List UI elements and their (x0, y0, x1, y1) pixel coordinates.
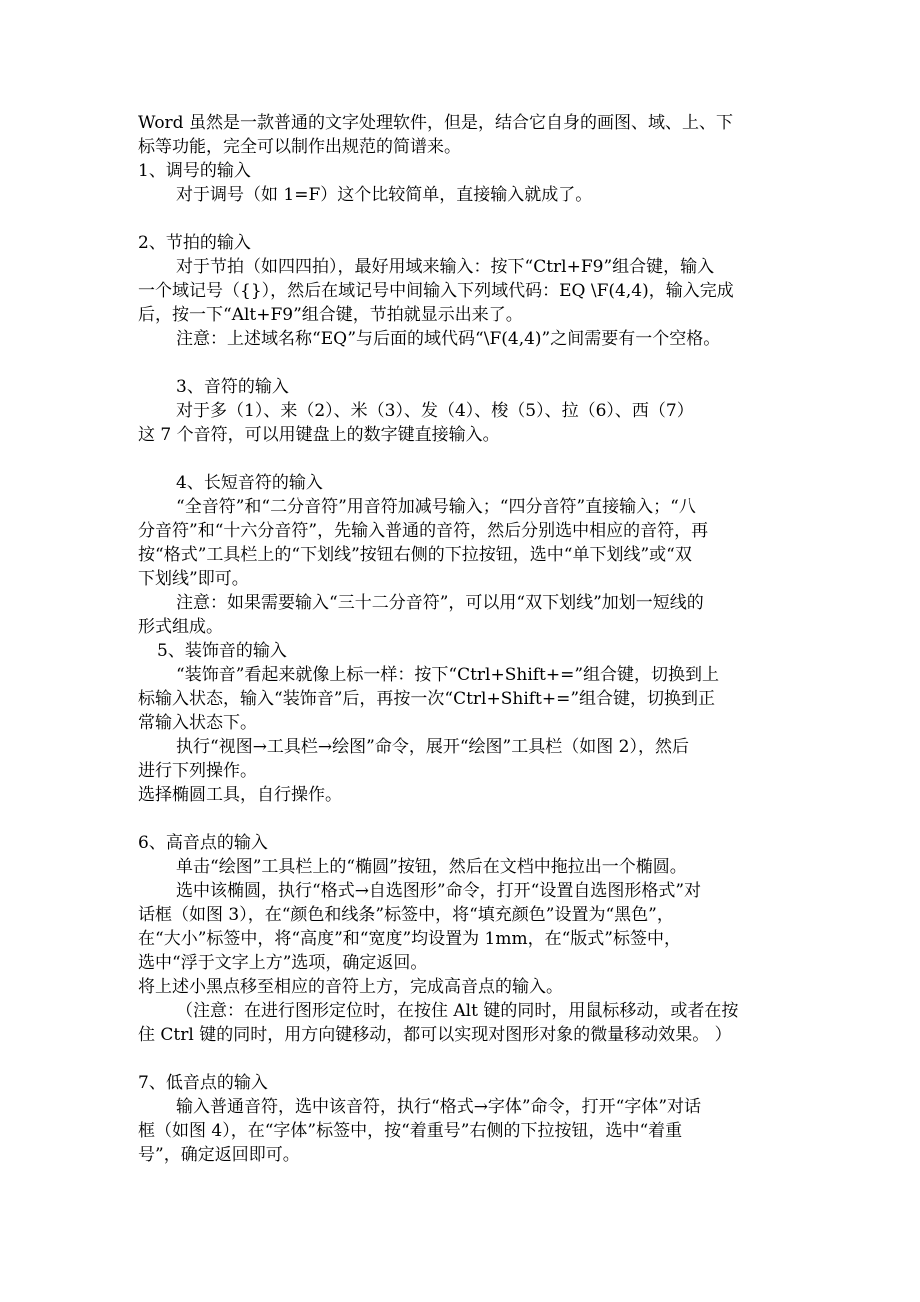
section-2-line-2: 一个域记号（{}），然后在域记号中间输入下列域代码：EQ \F(4,4)，输入完成 (138, 281, 734, 301)
section-5-line-4: 执行“视图→工具栏→绘图”命令，展开“绘图”工具栏（如图 2），然后 (176, 737, 689, 757)
section-5-line-2: 标输入状态，输入“装饰音”后，再按一次“Ctrl+Shift+=”组合键，切换到正 (138, 689, 716, 709)
section-5-line-3: 常输入状态下。 (138, 713, 257, 733)
section-1-heading: 1、调号的输入 (138, 161, 251, 181)
section-2-heading: 2、节拍的输入 (138, 233, 251, 253)
section-3-line-1: 对于多（1）、来（2）、米（3）、发（4）、梭（5）、拉（6）、西（7） (176, 401, 694, 421)
section-2-line-3: 后，按一下“Alt+F9”组合键，节拍就显示出来了。 (138, 305, 523, 325)
section-1-line-1: 对于调号（如 1=F）这个比较简单，直接输入就成了。 (176, 185, 593, 205)
section-4-line-4: 下划线”即可。 (138, 569, 249, 589)
section-4-line-1: “全音符”和“二分音符”用音符加减号输入；“四分音符”直接输入；“八 (176, 497, 696, 517)
section-6-note-2: 住 Ctrl 键的同时，用方向键移动，都可以实现对图形对象的微量移动效果。 ） (138, 1025, 732, 1045)
section-6-line-3: 话框（如图 3），在“颜色和线条”标签中，将“填充颜色”设置为“黑色”， (138, 905, 674, 925)
section-7-line-3: 号”，确定返回即可。 (138, 1145, 300, 1165)
intro-line-1: Word 虽然是一款普通的文字处理软件，但是，结合它自身的画图、域、上、下 (138, 113, 733, 133)
section-7-line-2: 框（如图 4），在“字体”标签中，按“着重号”右侧的下拉按钮，选中“着重 (138, 1121, 683, 1141)
section-2-line-1: 对于节拍（如四四拍），最好用域来输入：按下“Ctrl+F9”组合键，输入 (176, 257, 715, 277)
section-6-heading: 6、高音点的输入 (138, 833, 268, 853)
section-3-heading: 3、音符的输入 (176, 377, 289, 397)
section-3-line-2: 这 7 个音符，可以用键盘上的数字键直接输入。 (138, 425, 500, 445)
section-7-line-1: 输入普通音符，选中该音符，执行“格式→字体”命令，打开“字体”对话 (176, 1097, 702, 1117)
section-4-note-2: 形式组成。 (138, 617, 223, 637)
section-6-line-6: 将上述小黑点移至相应的音符上方，完成高音点的输入。 (138, 977, 563, 997)
section-2-note: 注意：上述域名称“EQ”与后面的域代码“\F(4,4)”之间需要有一个空格。 (176, 329, 721, 349)
section-4-line-2: 分音符”和“十六分音符”，先输入普通的音符，然后分别选中相应的音符，再 (138, 521, 709, 541)
section-5-line-6: 选择椭圆工具，自行操作。 (138, 785, 342, 805)
section-6-note-1: （注意：在进行图形定位时，在按住 Alt 键的同时，用鼠标移动，或者在按 (176, 1001, 739, 1021)
section-5-line-1: “装饰音”看起来就像上标一样：按下“Ctrl+Shift+=”组合键，切换到上 (176, 665, 720, 685)
section-4-note-1: 注意：如果需要输入“三十二分音符”，可以用“双下划线”加划一短线的 (176, 593, 704, 613)
section-7-heading: 7、低音点的输入 (138, 1073, 268, 1093)
section-6-line-1: 单击“绘图”工具栏上的“椭圆”按钮，然后在文档中拖拉出一个椭圆。 (176, 857, 687, 877)
section-6-line-5: 选中“浮于文字上方”选项，确定返回。 (138, 953, 428, 973)
intro-line-2: 标等功能，完全可以制作出规范的简谱来。 (138, 137, 461, 157)
section-6-line-2: 选中该椭圆，执行“格式→自选图形”命令，打开“设置自选图形格式”对 (176, 881, 702, 901)
section-5-line-5: 进行下列操作。 (138, 761, 257, 781)
section-4-heading: 4、长短音符的输入 (176, 473, 323, 493)
section-4-line-3: 按“格式”工具栏上的“下划线”按钮右侧的下拉按钮，选中“单下划线”或“双 (138, 545, 692, 565)
section-5-heading: 5、装饰音的输入 (157, 641, 287, 661)
section-6-line-4: 在“大小”标签中，将“高度”和“宽度”均设置为 1mm，在“版式”标签中， (138, 929, 681, 949)
